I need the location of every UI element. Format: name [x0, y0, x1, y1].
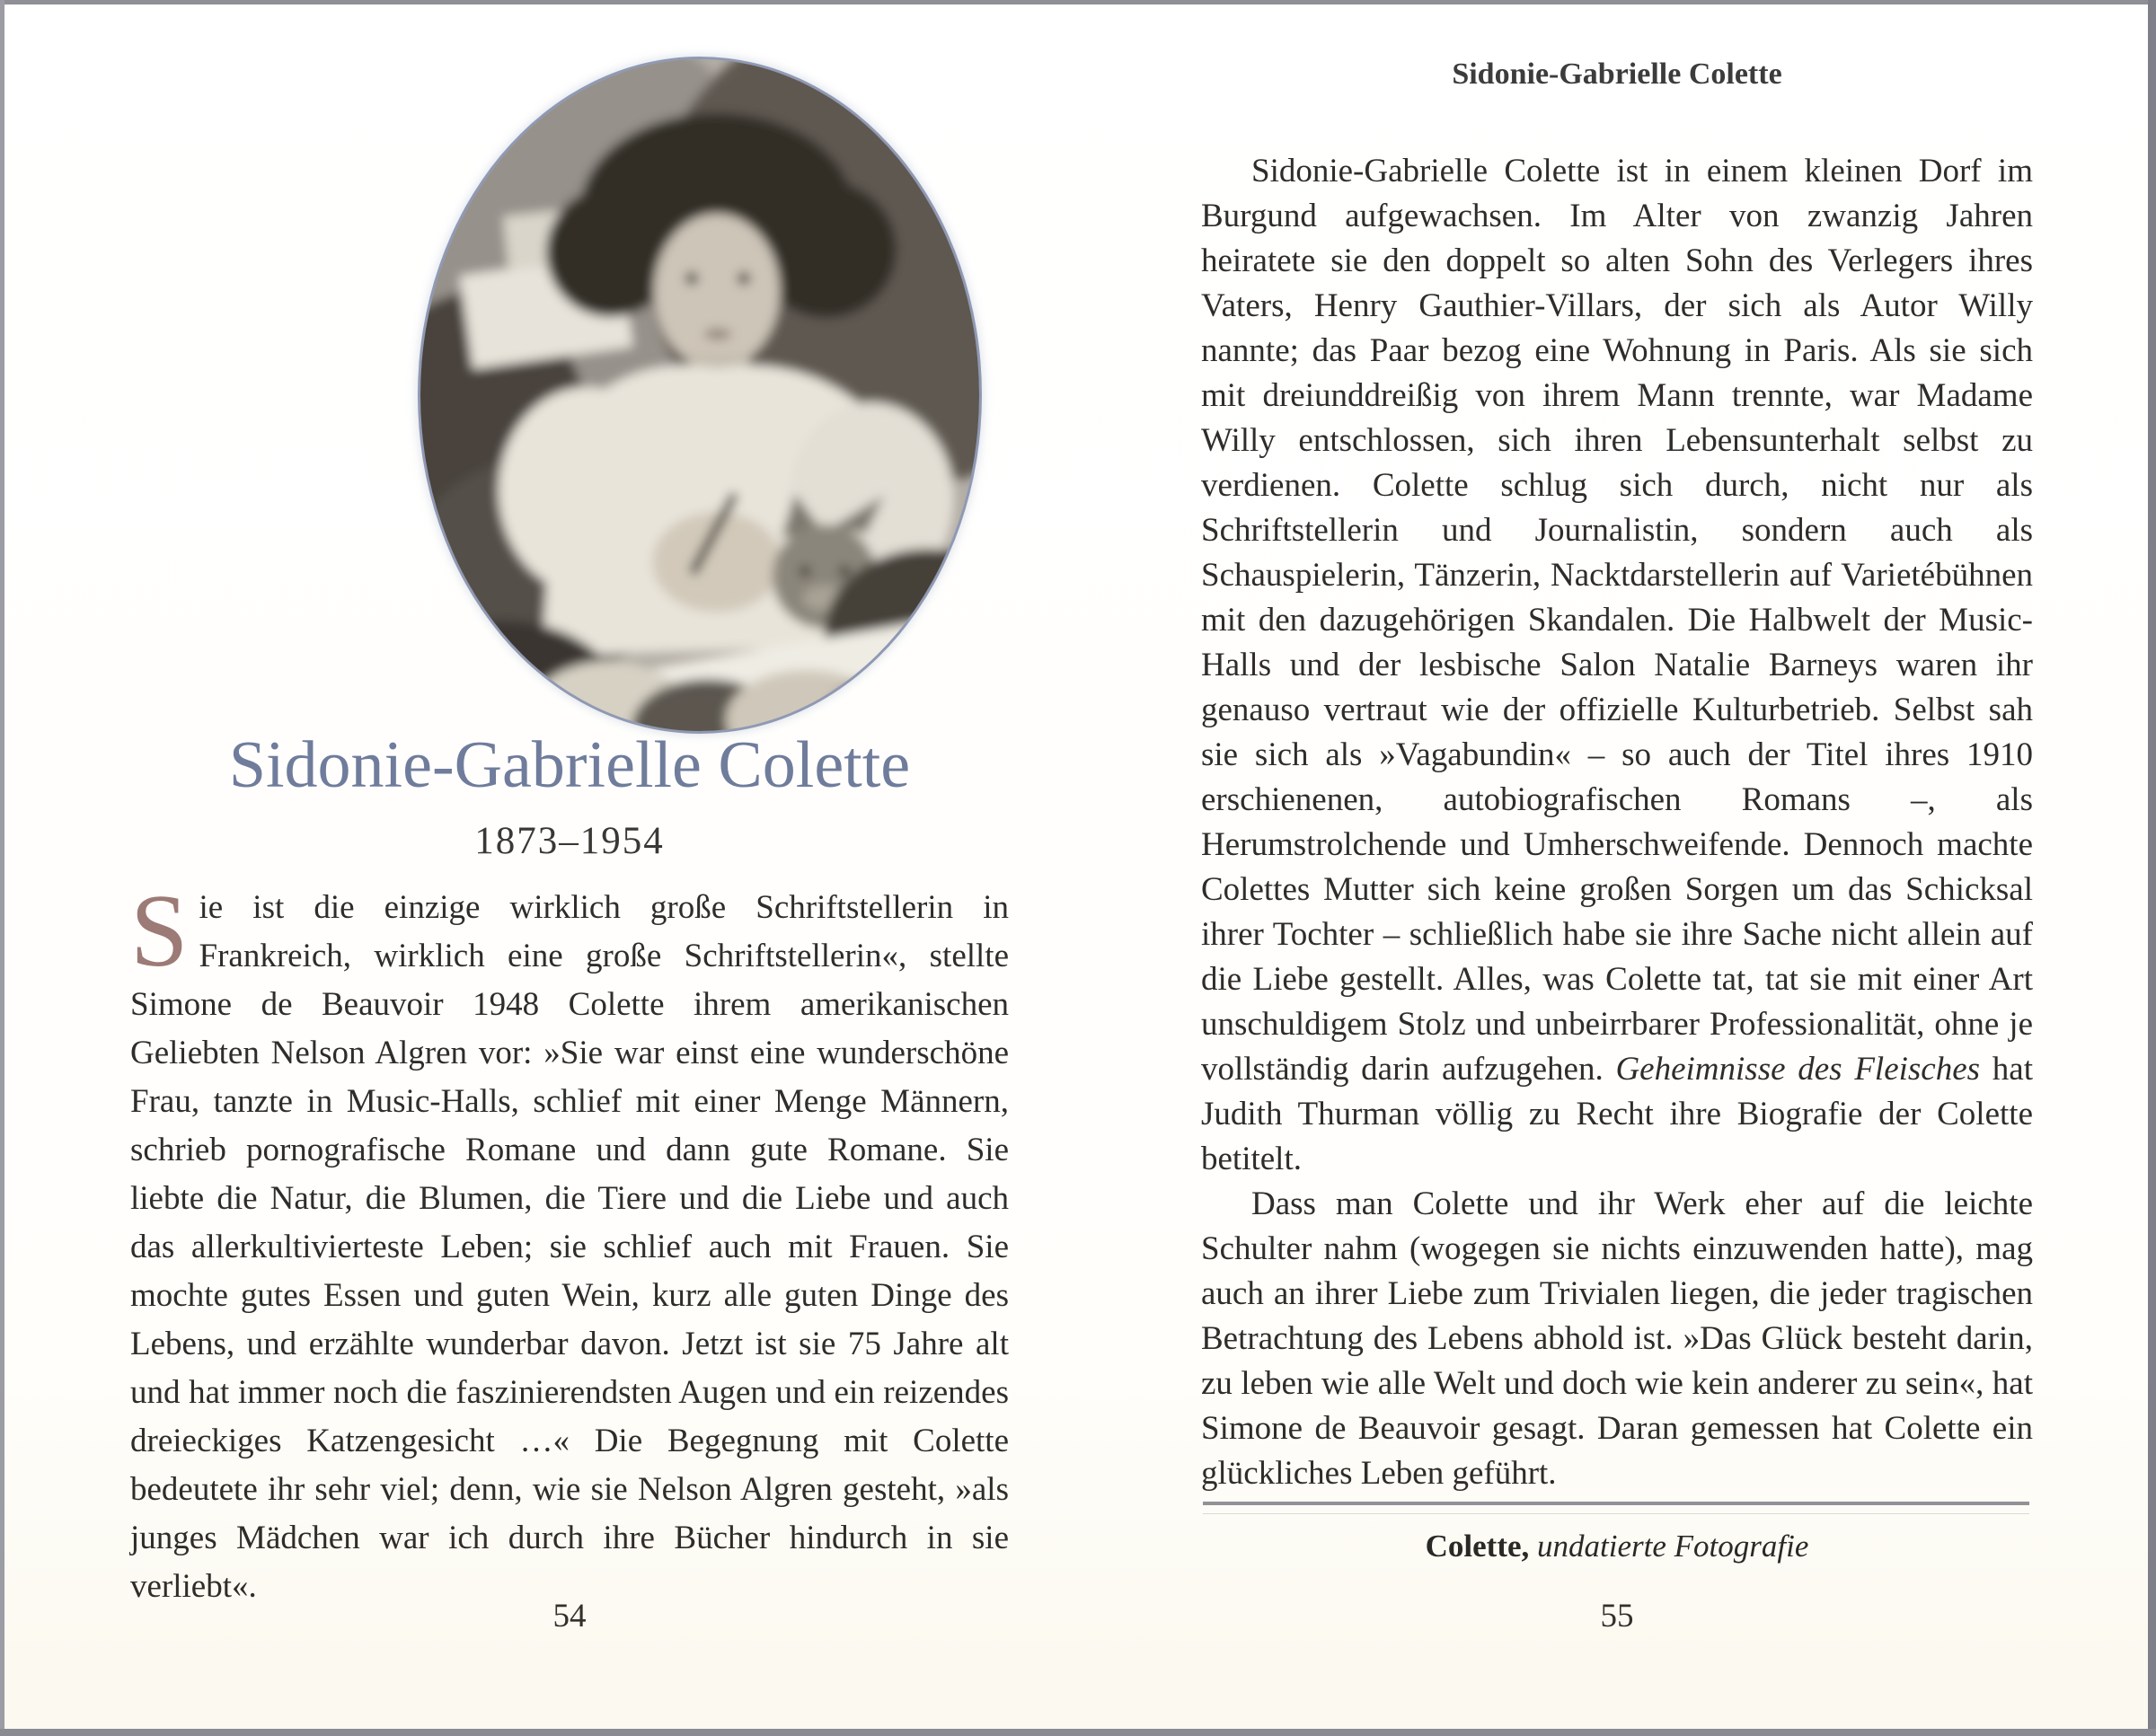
right-paragraph-2: [1201, 1182, 2033, 1496]
page-number-55: 55: [1600, 1598, 1634, 1635]
text-segment: hat Judith Thurman völlig zu Recht ihre Biografie der Colette betitelt.: [1201, 1051, 2033, 1177]
text-segment: undatierte Fotografie: [1529, 1529, 1809, 1564]
text-segment: Colette,: [1425, 1529, 1530, 1564]
photo-oval-frame: [420, 59, 979, 731]
life-dates: 1873–1954: [474, 820, 665, 862]
scan-border-top: [0, 0, 2156, 4]
right-page: [1201, 0, 2033, 1736]
scan-border-bottom: [0, 1729, 2156, 1736]
colette-with-cat-illustration: [420, 59, 979, 731]
colette-photo: [420, 59, 979, 731]
text-segment: Dass man Colette und ihr Werk eher auf die leichte Schulter nahm (wogegen sie nichts einzuwenden hatte), mag auch an ihrer Liebe zum Trivialen liegen, die jeder tragischen Betrachtung des Lebens abhold ist. »Das Glück besteht darin, zu leben wie alle Welt und doch wie kein anderer zu sein«, hat Simone de Beauvoir gesagt. Daran gemessen hat Colette ein glückliches Leben geführt.: [1201, 1185, 2033, 1492]
left-paragraph: [130, 874, 1009, 1611]
caption-rule: [1203, 1502, 2029, 1514]
photo-caption: [1201, 1529, 2033, 1564]
drop-cap: S: [130, 874, 189, 989]
text-segment: Geheimnisse des Fleisches: [1615, 1051, 1981, 1088]
page-number-54: 54: [552, 1598, 587, 1635]
scan-border-right: [2148, 0, 2156, 1736]
running-head: Sidonie-Gabrielle Colette: [1452, 57, 1782, 91]
right-body-text: [1201, 149, 2033, 1492]
left-page: [130, 0, 1009, 1736]
text-segment: Sidonie-Gabrielle Colette ist in einem kleinen Dorf im Burgund aufgewachsen. Im Alter von zwanzig Jahren heiratete sie den doppelt so alten Sohn des Verlegers ihres Vaters, Henry Gauthier-Villars, der sich als Autor Willy nannte; das Paar bezog eine Wohnung in Paris. Als sie sich mit dreiunddreißig von ihrem Mann trennte, war Madame Willy entschlossen, sich ihren Lebensunterhalt selbst zu verdienen. Colette schlug sich durch, nicht nur als Schriftstellerin und Journalistin, sondern auch als Schauspielerin, Tänzerin, Nacktdarstellerin auf Varietébühnen mit den dazugehörigen Skandalen. Die Halbwelt der Music-Halls und der lesbische Salon Natalie Barneys waren ihr genauso vertraut wie der offizielle Kulturbetrieb. Selbst sah sie sich als »Vagabundin« – so auch der Titel ihres 1910 erschienenen, autobiografischen Romans –, als Herumstrolchende und Umherschweifende. Dennoch machte Colettes Mutter sich keine großen Sorgen um das Schicksal ihrer Tochter – schließlich habe sie ihre Sache nicht allein auf die Liebe gestellt. Alles, was Colette tat, tat sie mit einer Art unschuldigem Stolz und unbeirrbarer Professionalität, ohne je vollständig darin aufzugehen.: [1201, 153, 2033, 1088]
chapter-title: Sidonie-Gabrielle Colette: [228, 728, 911, 802]
scan-border-left: [0, 0, 4, 1736]
left-paragraph-text: ie ist die einzige wirklich große Schriftstellerin in Frankreich, wirklich eine große Schriftstellerin«, stellte Simone de Beauvoir 1948 Colette ihrem amerikanischen Geliebten Nelson Algren vor: »Sie war einst eine wunderschöne Frau, tanzte in Music-Halls, schlief mit einer Menge Männern, schrieb pornografische Romane und dann gute Romane. Sie liebte die Natur, die Blumen, die Tiere und die Liebe und auch das allerkultivierteste Leben; sie schlief auch mit Frauen. Sie mochte gutes Essen und guten Wein, kurz alle guten Dinge des Lebens, und erzählte wunderbar davon. Jetzt ist sie 75 Jahre alt und hat immer noch die faszinierendsten Augen und ein reizendes dreieckiges Katzengesicht …« Die Begegnung mit Colette bedeutete ihr sehr viel; denn, wie sie Nelson Algren gesteht, »als junges Mädchen war ich durch ihre Bücher hindurch in sie verliebt«.: [130, 889, 1009, 1605]
left-body-text: [130, 874, 1009, 1605]
right-paragraph-1: [1201, 149, 2033, 1182]
